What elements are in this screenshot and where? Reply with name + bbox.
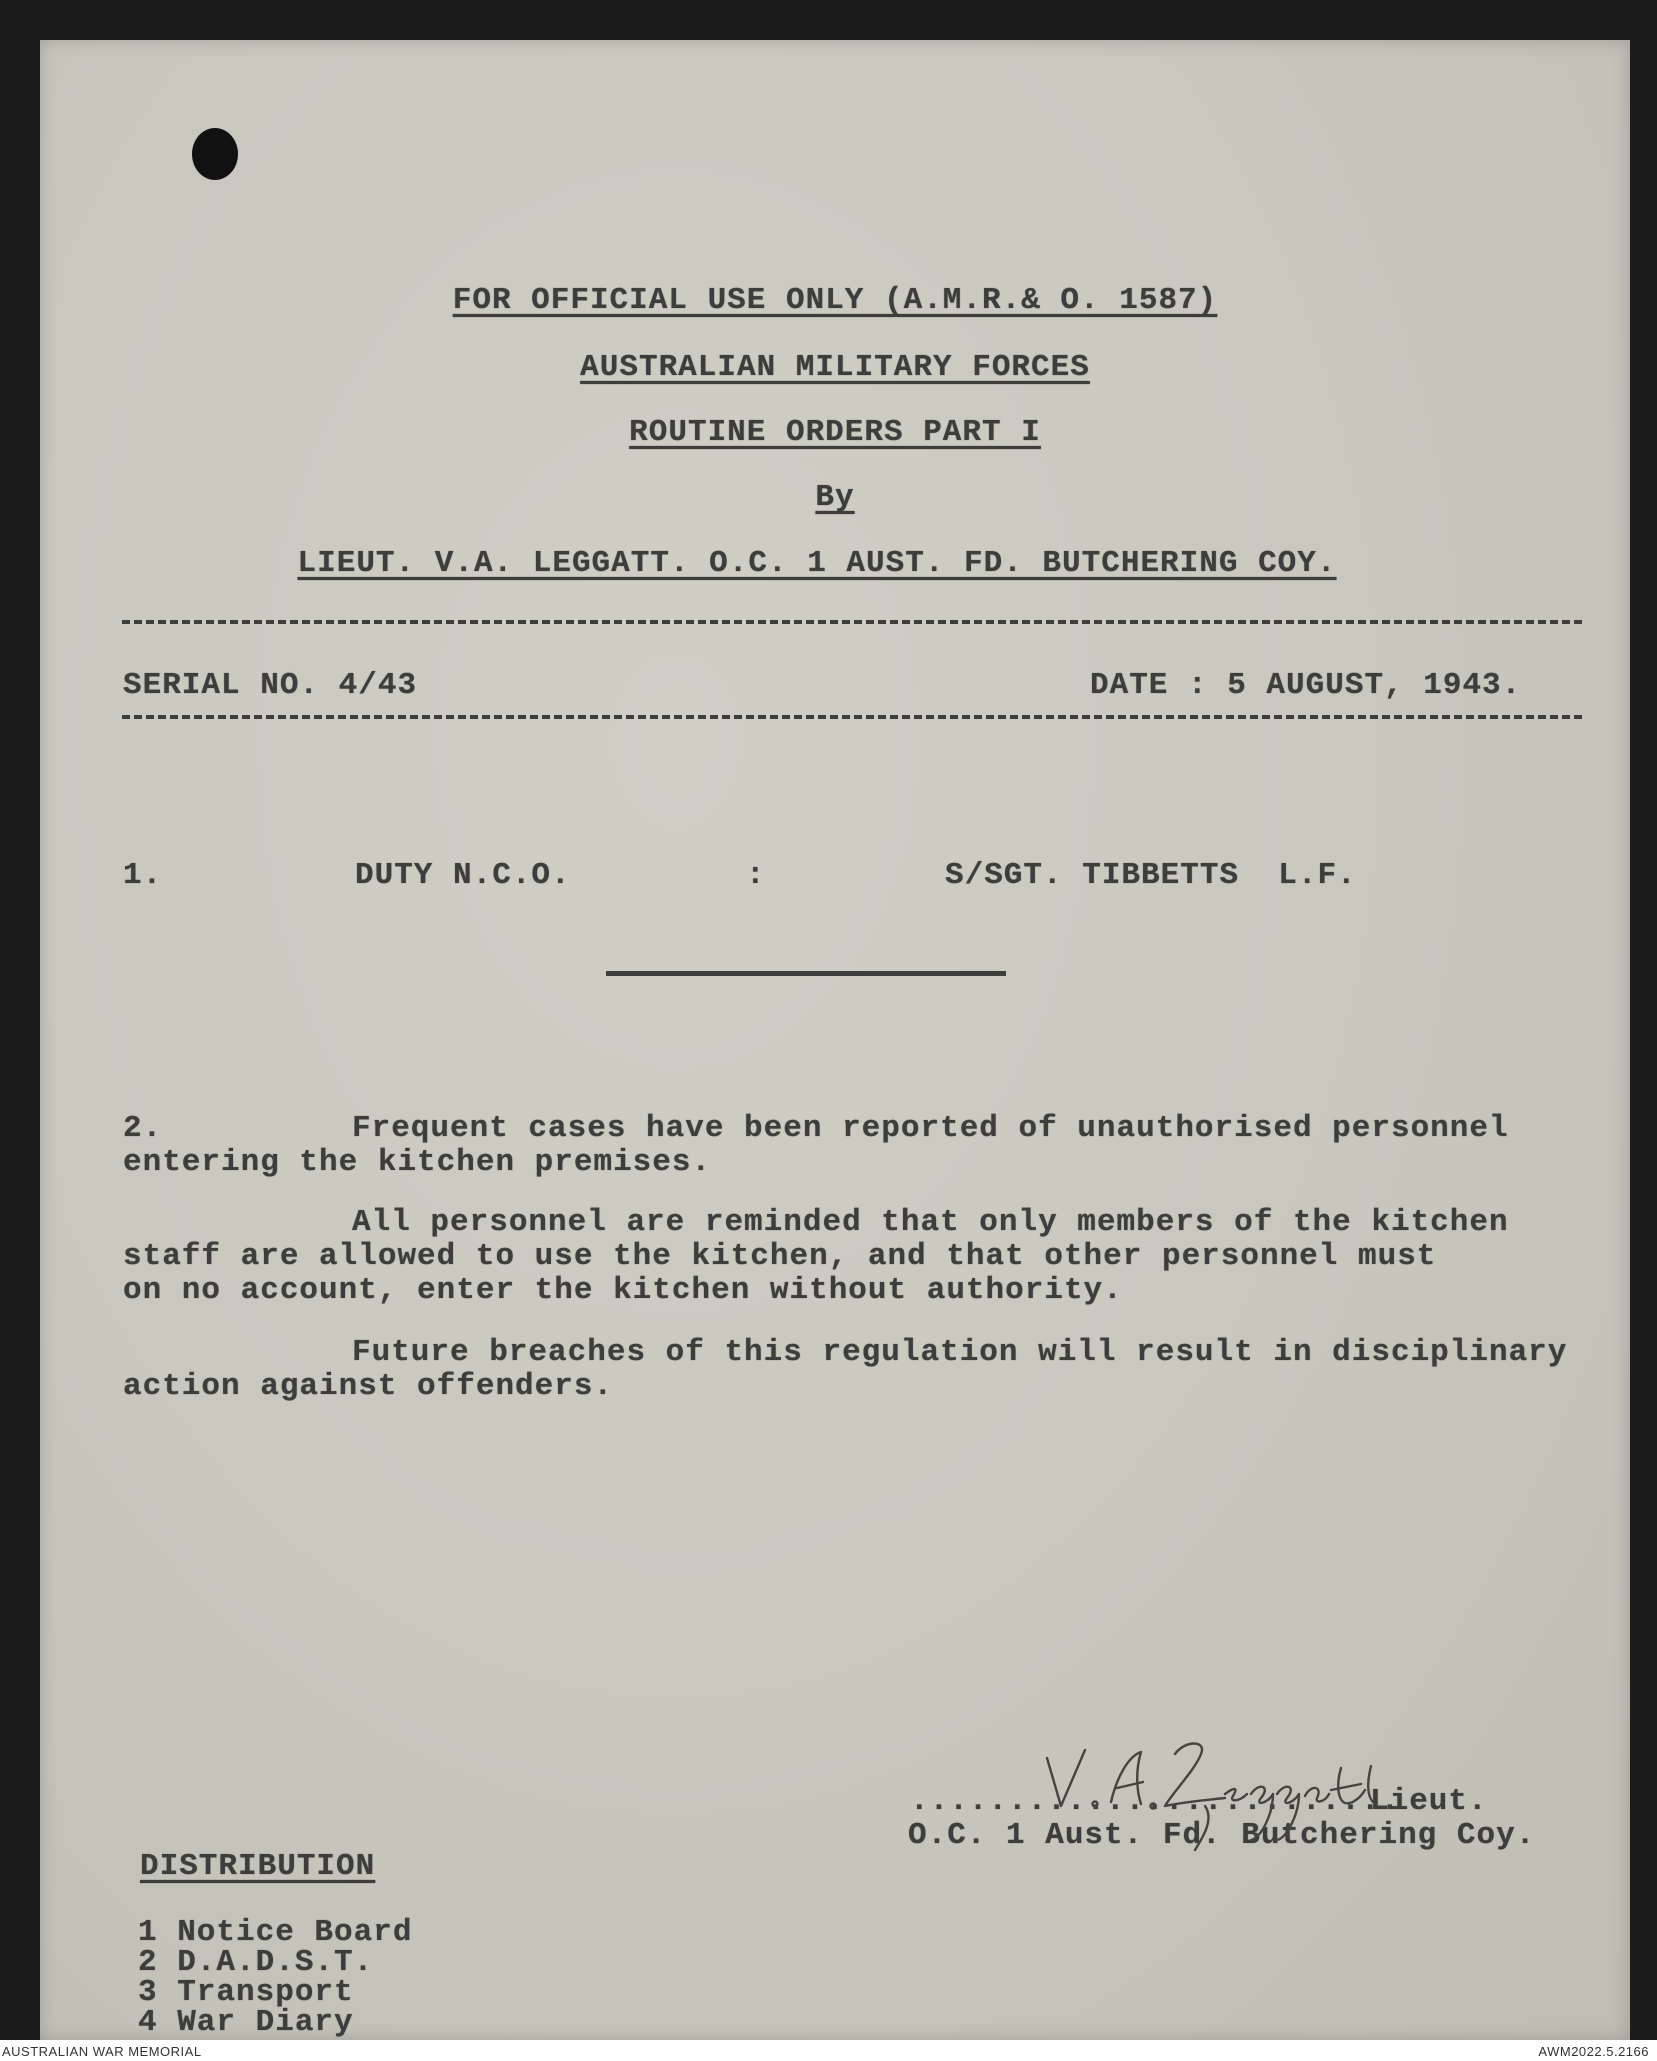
divider-bottom: [122, 715, 1582, 719]
item2-para2-line1: All personnel are reminded that only members of the kitchen: [352, 1205, 1509, 1240]
item1-separator: :: [746, 858, 766, 893]
item1-role: DUTY N.C.O.: [355, 858, 571, 893]
security-classification: FOR OFFICIAL USE ONLY (A.M.R.& O. 1587): [452, 283, 1218, 318]
distribution-heading: DISTRIBUTION: [140, 1849, 376, 1884]
distribution-item: 1 Notice Board: [138, 1915, 413, 1950]
footer-credit: AUSTRALIAN WAR MEMORIAL: [2, 2044, 202, 2059]
item2-para2-line3: on no account, enter the kitchen without authority.: [123, 1273, 1123, 1308]
issuing-officer: LIEUT. V.A. LEGGATT. O.C. 1 AUST. FD. BUTCHERING COY.: [297, 546, 1337, 581]
serial-number: SERIAL NO. 4/43: [123, 668, 418, 703]
divider-top: [122, 620, 1582, 624]
handwritten-signature: [1025, 1710, 1415, 1860]
punch-hole: [192, 128, 238, 180]
item2-para3-line1: Future breaches of this regulation will result in disciplinary: [352, 1335, 1568, 1370]
distribution-item: 2 D.A.D.S.T.: [138, 1945, 374, 1980]
signature-rank: Lieut.: [1370, 1784, 1488, 1819]
distribution-item: 4 War Diary: [138, 2005, 354, 2040]
item-separator-line: [606, 971, 1006, 976]
by-label: By: [815, 480, 855, 515]
item2-para3-line2: action against offenders.: [123, 1369, 614, 1404]
distribution-item: 3 Transport: [138, 1975, 354, 2010]
orders-title: ROUTINE ORDERS PART I: [629, 415, 1041, 450]
item2-para1-line2: entering the kitchen premises.: [123, 1145, 712, 1180]
item2-number: 2.: [123, 1111, 163, 1146]
item2-para1-line1: Frequent cases have been reported of unauthorised personnel: [352, 1111, 1509, 1146]
document-page: [40, 40, 1630, 2040]
order-date: DATE : 5 AUGUST, 1943.: [1090, 668, 1522, 703]
signature-dots: .........................: [910, 1784, 1401, 1819]
item2-para2-line2: staff are allowed to use the kitchen, and that other personnel must: [123, 1239, 1437, 1274]
organisation-title: AUSTRALIAN MILITARY FORCES: [580, 350, 1090, 385]
signature-title: O.C. 1 Aust. Fd. Butchering Coy.: [908, 1818, 1536, 1853]
item1-name: S/SGT. TIBBETTS L.F.: [945, 858, 1357, 893]
item1-number: 1.: [123, 858, 163, 893]
footer-accession-number: AWM2022.5.2166: [1538, 2044, 1649, 2059]
